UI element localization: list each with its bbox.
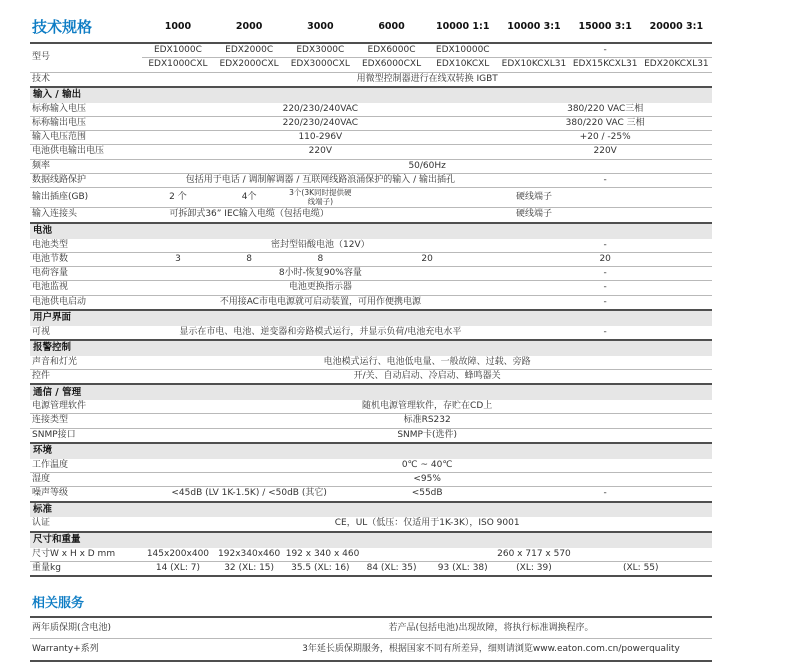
spec-cell: 标准RS232 — [142, 414, 712, 428]
spec-row — [30, 561, 712, 576]
section-header: 电池 — [30, 223, 712, 239]
row-label: 声音和灯光 — [30, 356, 142, 370]
spec-cell: 220V — [142, 145, 498, 159]
section-header: 通信 / 管理 — [30, 384, 712, 400]
section-header-row — [30, 443, 712, 459]
spec-cell: - — [498, 295, 712, 310]
row-label: 数据线路保护 — [30, 173, 142, 187]
row-label: 电池类型 — [30, 239, 142, 253]
spec-row — [30, 473, 712, 487]
spec-cell: 110-296V — [142, 131, 498, 145]
spec-cell: 20 — [498, 252, 712, 266]
row-label: 电荷容量 — [30, 267, 142, 281]
section-header: 用户界面 — [30, 310, 712, 326]
spec-row — [30, 131, 712, 145]
services-table — [30, 616, 712, 662]
row-label: 重量kg — [30, 561, 142, 576]
column-header-row — [30, 13, 712, 43]
column-header: 15000 3:1 — [570, 13, 641, 43]
spec-row — [30, 281, 712, 295]
spec-cell: - — [498, 326, 712, 340]
spec-row — [30, 43, 712, 58]
section-header: 尺寸和重量 — [30, 532, 712, 548]
row-label: 输入电压范围 — [30, 131, 142, 145]
row-label: 电池节数 — [30, 252, 142, 266]
section-header-row — [30, 223, 712, 239]
section-header-row — [30, 310, 712, 326]
service-row — [30, 617, 712, 639]
section-header: 输入 / 输出 — [30, 87, 712, 103]
spec-cell: 260 x 717 x 570 — [356, 548, 712, 562]
column-header: 1000 — [142, 13, 213, 43]
section-header-row — [30, 87, 712, 103]
spec-cell: EDX1000C — [142, 43, 213, 58]
spec-cell: 3 — [142, 252, 213, 266]
spec-row — [30, 72, 712, 87]
spec-cell: <55dB — [356, 487, 498, 502]
spec-cell: 2 个 — [142, 188, 213, 208]
column-header: 6000 — [356, 13, 427, 43]
spec-cell: - — [498, 43, 712, 58]
spec-row — [30, 116, 712, 130]
service-value: 3年延长质保期服务，根据国家不同有所差异，细则请浏览www.eaton.com.cn/powerquality — [270, 639, 712, 661]
spec-table — [30, 13, 712, 577]
spec-cell: 20 — [356, 252, 498, 266]
spec-cell: 220/230/240VAC — [142, 103, 498, 117]
row-label: 电池供电输出电压 — [30, 145, 142, 159]
row-label: 频率 — [30, 159, 142, 173]
spec-cell: 0℃ ~ 40℃ — [142, 459, 712, 473]
spec-row — [30, 188, 712, 208]
spec-row — [30, 414, 712, 428]
spec-cell: 32 (XL: 15) — [214, 561, 285, 576]
section-header-row — [30, 384, 712, 400]
row-label: 尺寸W x H x D mm — [30, 548, 142, 562]
spec-cell: - — [498, 487, 712, 502]
spec-row — [30, 459, 712, 473]
related-services-heading: 相关服务 — [32, 596, 85, 611]
spec-cell: EDX3000C — [285, 43, 356, 58]
spec-cell: EDX10KCXL — [427, 58, 498, 72]
spec-cell: <95% — [142, 473, 712, 487]
spec-cell: 硬线端子 — [356, 188, 712, 208]
service-label: 两年质保期(含电池) — [30, 617, 270, 639]
spec-cell: SNMP卡(选件) — [142, 428, 712, 443]
spec-row — [30, 159, 712, 173]
spec-row — [30, 103, 712, 117]
column-header: 10000 1:1 — [427, 13, 498, 43]
spec-cell: EDX2000CXL — [214, 58, 285, 72]
spec-cell: 8小时-恢复90%容量 — [142, 267, 498, 281]
spec-table-body — [30, 43, 712, 576]
row-label: 噪声等级 — [30, 487, 142, 502]
spec-cell: 可拆卸式36” IEC输入电缆（包括电缆） — [142, 208, 356, 223]
spec-cell: (XL: 55) — [570, 561, 712, 576]
row-label: 输入连接头 — [30, 208, 142, 223]
section-header-row — [30, 340, 712, 356]
spec-cell: CE，UL（低压：仅适用于1K-3K），ISO 9001 — [142, 517, 712, 531]
row-label: 电池供电启动 — [30, 295, 142, 310]
row-label: 标称输入电压 — [30, 103, 142, 117]
spec-cell: 密封型铅酸电池（12V） — [142, 239, 498, 253]
row-label: 电源管理软件 — [30, 400, 142, 414]
section-header-row — [30, 532, 712, 548]
spec-cell: - — [498, 173, 712, 187]
row-label: 型号 — [30, 43, 142, 72]
spec-cell: 192x340x460 — [214, 548, 285, 562]
spec-row — [30, 370, 712, 385]
spec-cell: - — [498, 239, 712, 253]
spec-cell: EDX3000CXL — [285, 58, 356, 72]
spec-cell: 显示在市电、电池、逆变器和旁路模式运行，并显示负荷/电池充电水平 — [142, 326, 498, 340]
column-header: 20000 3:1 — [641, 13, 712, 43]
spec-row — [30, 252, 712, 266]
spec-cell: 380/220 VAC 三相 — [498, 116, 712, 130]
spec-cell: 4个 — [214, 188, 285, 208]
spec-cell: 用微型控制器进行在线双转换 IGBT — [142, 72, 712, 87]
spec-cell: EDX10000C — [427, 43, 498, 58]
spec-cell: 145x200x400 — [142, 548, 213, 562]
column-header: 2000 — [214, 13, 285, 43]
spec-cell: 包括用于电话 / 调制解调器 / 互联网线路浪涌保护的输入 / 输出插孔 — [142, 173, 498, 187]
row-label: 可视 — [30, 326, 142, 340]
spec-cell: 192 x 340 x 460 — [285, 548, 356, 562]
spec-row — [30, 487, 712, 502]
row-label: 标称输出电压 — [30, 116, 142, 130]
row-label: 认证 — [30, 517, 142, 531]
spec-cell: - — [498, 281, 712, 295]
spec-cell: +20 / -25% — [498, 131, 712, 145]
spec-row — [30, 267, 712, 281]
row-label: 湿度 — [30, 473, 142, 487]
column-header: 3000 — [285, 13, 356, 43]
spec-cell: 50/60Hz — [142, 159, 712, 173]
spec-cell: 380/220 VAC三相 — [498, 103, 712, 117]
spec-cell: 电池更换指示器 — [142, 281, 498, 295]
spec-row — [30, 173, 712, 187]
section-header: 标准 — [30, 502, 712, 518]
spec-cell: 220V — [498, 145, 712, 159]
spec-row — [30, 145, 712, 159]
spec-row — [30, 517, 712, 531]
spec-row — [30, 356, 712, 370]
row-label: 控件 — [30, 370, 142, 385]
spec-cell: EDX20KCXL31 — [641, 58, 712, 72]
spec-row — [30, 295, 712, 310]
spec-cell: 14 (XL: 7) — [142, 561, 213, 576]
spec-row — [30, 208, 712, 223]
service-label: Warranty+系列 — [30, 639, 270, 661]
spec-cell: 随机电源管理软件，存贮在CD上 — [142, 400, 712, 414]
page-title: 技术规格 — [30, 13, 142, 43]
spec-cell: 开/关、自动启动、冷启动、蜂鸣器关 — [142, 370, 712, 385]
spec-cell: 不用接AC市电电源就可启动装置，可用作便携电源 — [142, 295, 498, 310]
spec-cell: EDX1000CXL — [142, 58, 213, 72]
spec-row — [30, 326, 712, 340]
column-header: 10000 3:1 — [498, 13, 569, 43]
spec-cell: EDX6000CXL — [356, 58, 427, 72]
spec-cell: 35.5 (XL: 16) — [285, 561, 356, 576]
spec-cell: EDX15KCXL31 — [570, 58, 641, 72]
spec-cell: 8 — [285, 252, 356, 266]
spec-cell: 93 (XL: 38) — [427, 561, 498, 576]
related-services-section — [30, 592, 712, 662]
spec-cell: 8 — [214, 252, 285, 266]
spec-cell: EDX6000C — [356, 43, 427, 58]
row-label: 技术 — [30, 72, 142, 87]
service-value: 若产品(包括电池)出现故障，将执行标准调换程序。 — [270, 617, 712, 639]
spec-cell: EDX10KCXL31 — [498, 58, 569, 72]
spec-row — [30, 400, 712, 414]
spec-cell: 硬线端子 — [356, 208, 712, 223]
row-label: 电池监视 — [30, 281, 142, 295]
spec-cell: 220/230/240VAC — [142, 116, 498, 130]
row-label: 工作温度 — [30, 459, 142, 473]
section-header: 环境 — [30, 443, 712, 459]
spec-cell: <45dB (LV 1K-1.5K) / <50dB (其它) — [142, 487, 356, 502]
section-header: 报警控制 — [30, 340, 712, 356]
spec-cell: 电池模式运行、电池低电量、一般故障、过载、旁路 — [142, 356, 712, 370]
spec-row — [30, 428, 712, 443]
row-label: SNMP接口 — [30, 428, 142, 443]
spec-table-header — [30, 13, 712, 43]
spec-cell: - — [498, 267, 712, 281]
row-label: 连接类型 — [30, 414, 142, 428]
spec-row — [30, 548, 712, 562]
spec-cell: EDX2000C — [214, 43, 285, 58]
spec-row — [30, 239, 712, 253]
service-row — [30, 639, 712, 661]
row-label: 输出插座(GB) — [30, 188, 142, 208]
section-header-row — [30, 502, 712, 518]
spec-cell: 84 (XL: 35) — [356, 561, 427, 576]
spec-cell: (XL: 39) — [498, 561, 569, 576]
spec-cell: 3个(3K同时提供硬线端子) — [285, 188, 356, 208]
